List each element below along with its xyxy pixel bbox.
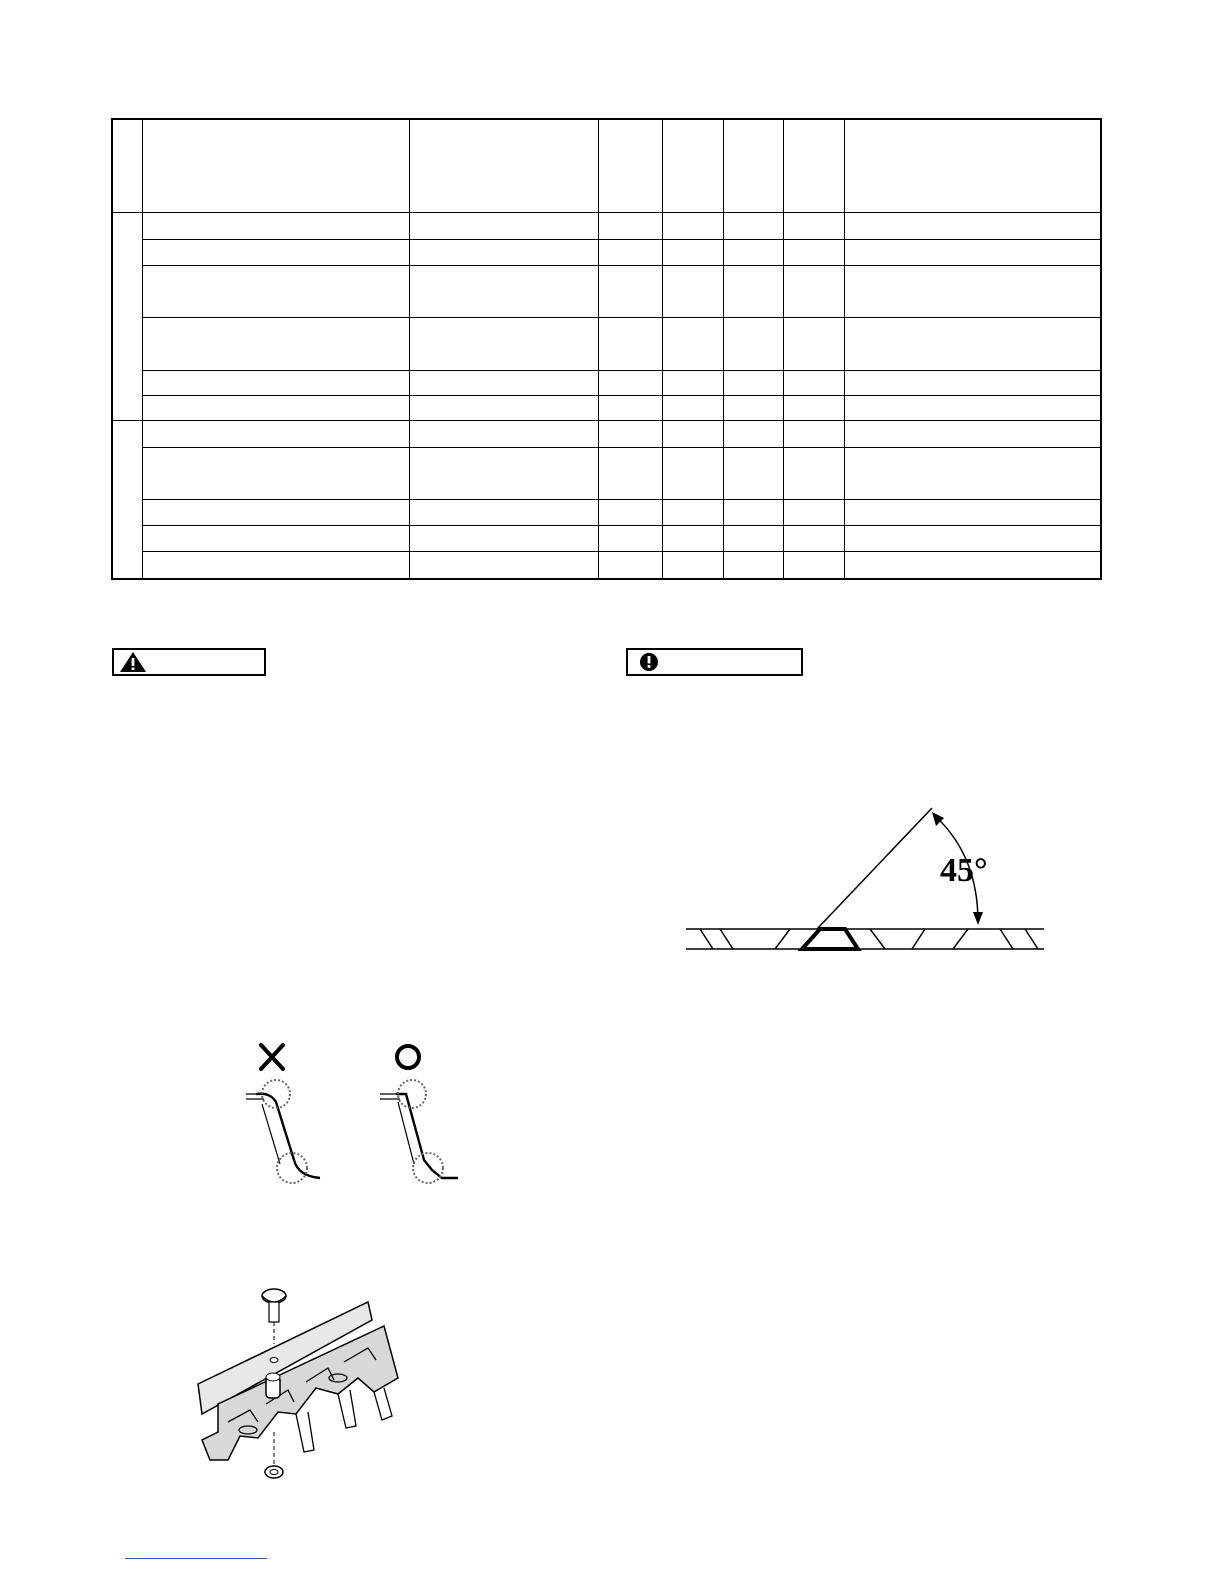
sharpening-angle-figure	[680, 800, 1050, 960]
table-column-divider	[598, 120, 599, 578]
table-row-divider	[142, 551, 1100, 552]
angle-label: 45°	[940, 852, 988, 889]
edge-comparison-figure	[236, 1038, 468, 1188]
footer-link-rule	[125, 1558, 267, 1559]
blade-screw-assembly-icon	[188, 1282, 400, 1492]
maintenance-table	[111, 118, 1102, 580]
table-column-divider	[723, 120, 724, 578]
table-column-divider	[844, 120, 845, 578]
warning-triangle-icon	[118, 651, 148, 673]
table-row-divider	[142, 525, 1100, 526]
table-column-divider	[142, 120, 143, 578]
caution-box	[626, 648, 803, 676]
table-column-divider	[783, 120, 784, 578]
table-row-divider	[142, 499, 1100, 500]
incorrect-mark-icon	[261, 1045, 283, 1069]
table-column-divider	[409, 120, 410, 578]
table-row-divider	[142, 265, 1100, 266]
table-column-divider	[662, 120, 663, 578]
correct-mark-icon	[397, 1046, 419, 1068]
table-row-divider	[142, 239, 1100, 240]
table-row-divider	[142, 317, 1100, 318]
warning-box	[112, 648, 266, 676]
table-header-divider	[113, 212, 1100, 213]
table-row-divider	[142, 395, 1100, 396]
table-group-divider	[113, 420, 1100, 421]
table-row-divider	[142, 370, 1100, 371]
exclamation-circle-icon	[638, 651, 660, 673]
table-row-divider	[142, 447, 1100, 448]
